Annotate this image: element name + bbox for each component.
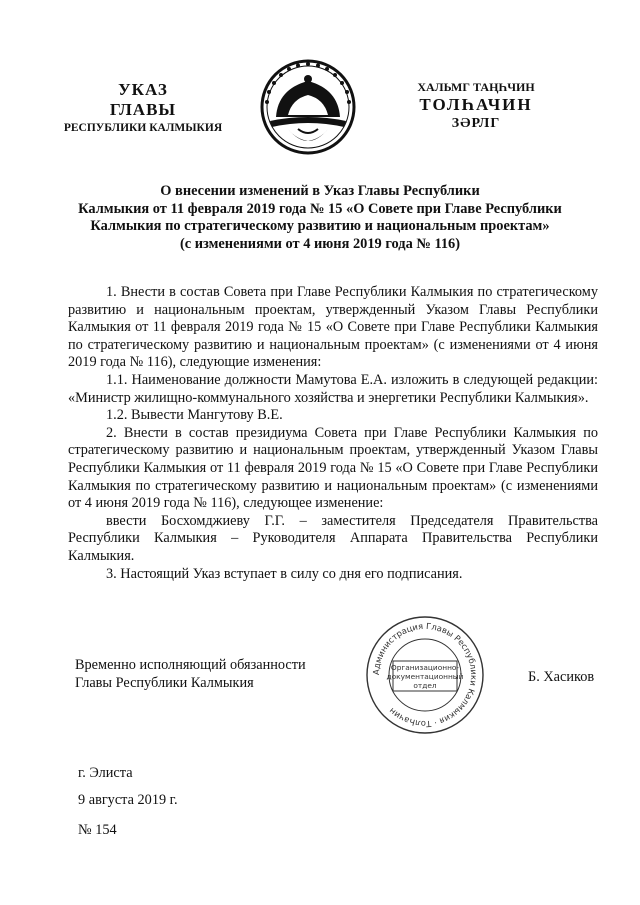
decree-body xyxy=(68,284,598,583)
title-line: О внесении изменений в Указ Главы Республики xyxy=(160,183,480,199)
official-stamp-icon xyxy=(363,613,487,737)
clause-2: 2. Внести в состав президиума Совета при Главе Республики Калмыкия по стратегическому развитию и национальным проектам, утвержденный Указом Главы Республики Калмыкия от 11 февраля 2019 года № 15 «О Совете при Главе Республики Калмыкия по стратегическому развитию и национальным проектам» (с изменениями от 4 июня 2019 года № 116), следующее изменение: xyxy=(68,424,598,512)
header-left-block xyxy=(58,80,228,136)
header-left-republic: РЕСПУБЛИКИ КАЛМЫКИЯ xyxy=(63,122,223,134)
clause-1: 1. Внести в состав Совета при Главе Республики Калмыкия по стратегическому развитию и национальным проектам, утвержденный Указом Главы Республики Калмыкия от 11 февраля 2019 года № 15 «О Совете при Главе Республики Калмыкия по стратегическому развитию и национальным проектам» (с изменениями от 4 июня 2019 года № 116), следующие изменения: xyxy=(68,284,598,371)
header-right-line1: ХАЛЬМГ ТАҢҺЧИН xyxy=(417,80,535,94)
clause-1-1: 1.1. Наименование должности Мамутова Е.А. изложить в следующей редакции: «Министр жилищно-коммунального хозяйства и энергетики Республики Калмыкия». xyxy=(68,371,598,406)
title-line: Калмыкия от 11 февраля 2019 года № 15 «О Совете при Главе Республики xyxy=(78,200,562,217)
signatory-position xyxy=(75,656,306,692)
header-left-title: УКАЗ xyxy=(118,80,168,99)
footer-date: 9 августа 2019 г. xyxy=(78,792,178,808)
title-line: (с изменениями от 4 июня 2019 года № 116) xyxy=(179,235,461,252)
header-right-line3: ЗӘРЛГ xyxy=(451,116,501,131)
signatory-position-line: Временно исполняющий обязанности xyxy=(75,657,306,673)
header-right-block xyxy=(396,80,556,133)
footer-city: г. Элиста xyxy=(78,765,133,781)
header-right-line2: ТОЛҺАЧИН xyxy=(419,95,533,114)
kalmykia-coat-of-arms-icon xyxy=(258,57,358,157)
header-left-subtitle: ГЛАВЫ xyxy=(109,100,177,119)
clause-3: 3. Настоящий Указ вступает в силу со дня его подписания. xyxy=(106,565,463,582)
clause-2-change: ввести Босхомджиеву Г.Г. – заместителя Председателя Правительства Республики Калмыкия – Руководителя Аппарата Правительства Республики Калмыкия. xyxy=(68,512,598,564)
stamp-inner-line: документационный xyxy=(386,672,464,681)
title-line: Калмыкия по стратегическому развитию и национальным проектам» xyxy=(90,218,550,234)
stamp-ring-text: Администрация Главы Республики Калмыкия · ТолҺачин xyxy=(370,620,480,730)
signatory-name: Б. Хасиков xyxy=(528,669,595,685)
stamp-inner-line: отдел xyxy=(413,681,437,690)
stamp-inner-line: Организационно- xyxy=(390,663,460,672)
document-title xyxy=(60,183,580,253)
signatory-position-line: Главы Республики Калмыкия xyxy=(75,675,254,691)
clause-1-2: 1.2. Вывести Мангутову В.Е. xyxy=(106,407,283,424)
footer-number: № 154 xyxy=(78,822,117,838)
